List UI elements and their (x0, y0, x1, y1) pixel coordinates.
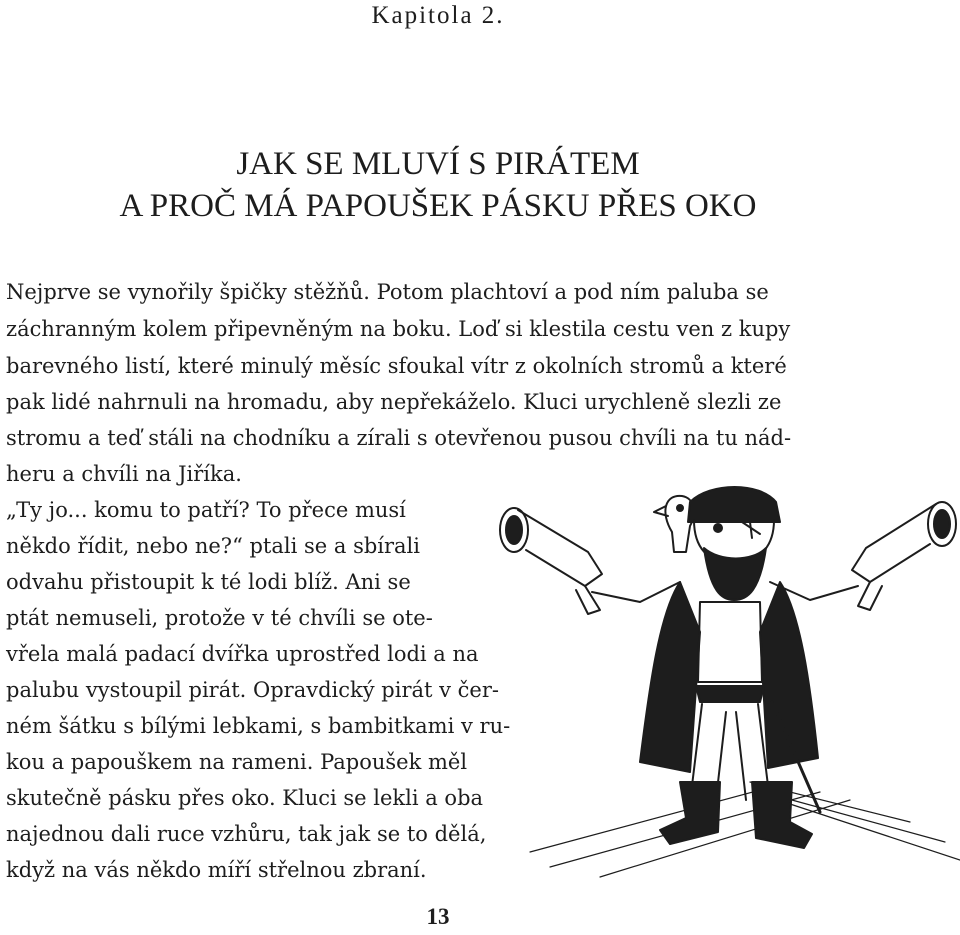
body-line: „Ty jo... komu to patří? To přece musí (6, 498, 406, 522)
pirate-coat (640, 582, 820, 812)
page-number: 13 (426, 904, 450, 929)
body-line: najednou dali ruce vzhůru, tak jak se to dělá, (6, 822, 487, 846)
chapter-title (0, 143, 876, 227)
pirate-head (688, 487, 780, 600)
chapter-heading: Kapitola 2. (371, 2, 505, 29)
body-line: ném šátku s bílými lebkami, s bambitkami v ru- (6, 714, 511, 738)
body-line: heru a chvíli na Jiříka. (6, 462, 242, 486)
chapter-title-line-1: JAK SE MLUVÍ S PIRÁTEM (236, 146, 640, 182)
body-line: palubu vystoupil pirát. Opravdický pirát v čer- (6, 678, 499, 702)
body-line: odvahu přistoupit k té lodi blíž. Ani se (6, 570, 411, 594)
body-line: skutečně pásku přes oko. Kluci se lekli a oba (6, 786, 484, 810)
body-line: když na vás někdo míří střelnou zbraní. (6, 858, 427, 882)
body-line: Nejprve se vynořily špičky stěžňů. Potom plachtoví a pod ním paluba se (6, 280, 769, 304)
pistol-right-icon (852, 502, 956, 610)
body-line: vřela malá padací dvířka uprostřed lodi a na (6, 642, 479, 666)
body-line: stromu a teď stáli na chodníku a zírali s otevřenou pusou chvíli na tu nád- (6, 426, 792, 450)
body-line: ptát nemuseli, protože v té chvíli se ote- (6, 606, 433, 630)
body-line: pak lidé nahrnuli na hromadu, aby nepřekáželo. Kluci urychleně slezli ze (6, 390, 782, 414)
body-line: kou a papouškem na rameni. Papoušek měl (6, 750, 468, 774)
chapter-title-line-2: A PROČ MÁ PAPOUŠEK PÁSKU PŘES OKO (119, 188, 757, 224)
body-line: barevného listí, které minulý měsíc sfoukal vítr z okolních stromů a které (6, 354, 787, 378)
pirate-arm-left (592, 582, 680, 602)
body-line: záchranným kolem připevněným na boku. Loď si klestila cestu ven z kupy (6, 317, 791, 341)
body-line: někdo řídit, nebo ne?“ ptali se a sbírali (6, 534, 420, 558)
parrot-icon (654, 496, 694, 552)
pirate-illustration (490, 482, 960, 880)
pistol-left-icon (500, 508, 602, 614)
